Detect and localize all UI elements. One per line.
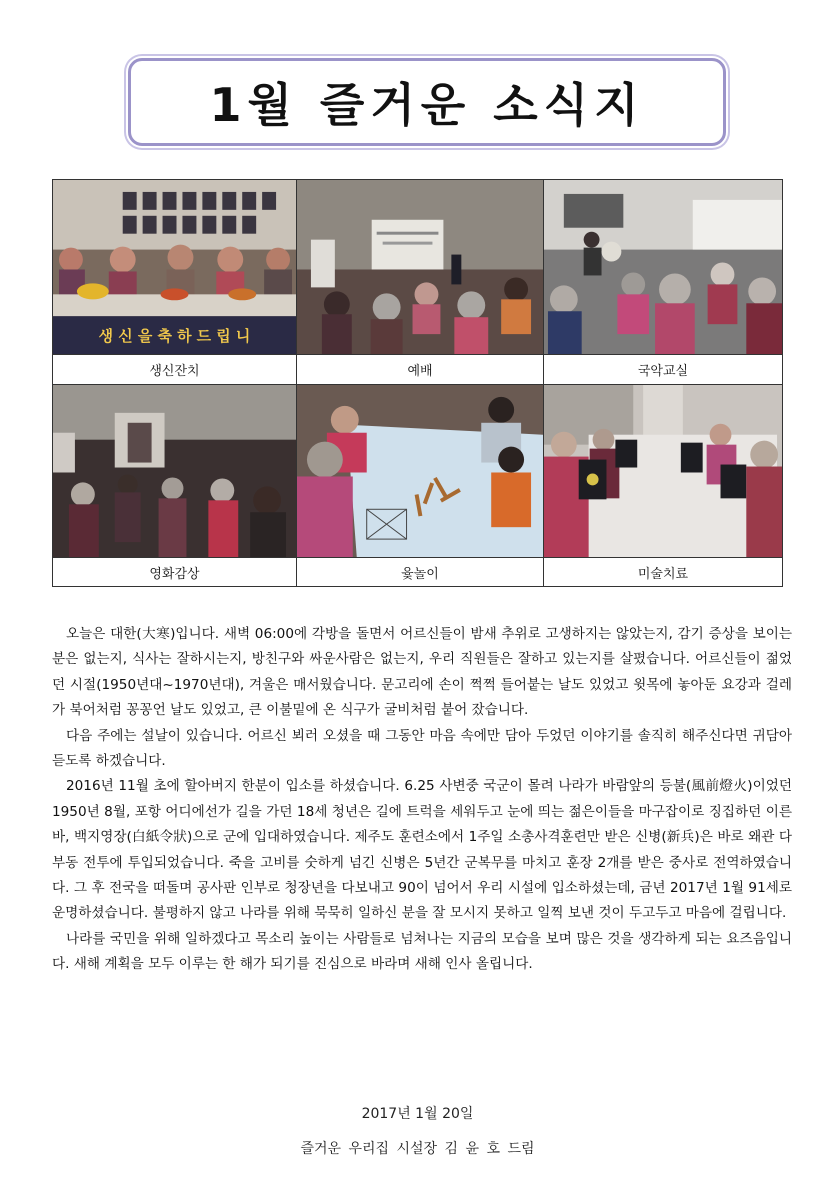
letter-body [52, 622, 792, 978]
caption-yut-game: 윷놀이 [297, 558, 544, 586]
photo-art-therapy [544, 385, 782, 558]
paragraph-4: 나라를 국민을 위해 일하겠다고 목소리 높이는 사람들로 넘쳐나는 지금의 모습을 보며 많은 것을 생각하게 되는 요즈음입니다. 새해 계획을 모두 이루는 한 해가 되기를 진심으로 바라며 새해 인사 올립니다. [52, 930, 792, 973]
letter-signature: 즐거운 우리집 시설장 김 윤 호 드림 [300, 1141, 535, 1157]
photo-korean-music-class [544, 180, 782, 355]
caption-korean-music-class: 국악교실 [544, 355, 782, 385]
paragraph-1: 오늘은 대한(大寒)입니다. 새벽 06:00에 각방을 돌면서 어르신들이 밤새 추위로 고생하지는 않았는지, 감기 증상을 보이는 분은 없는지, 식사는 잘하시는지, 방친구와 싸운사람은 없는지, 우리 직원들은 잘하고 있는지를 살폈습니다. 어르신들이 젊었던 시절(1950년대~1970년대), 겨울은 매서웠습니다. 문고리에 손이 쩍쩍 들어붙는 날도 있었고 윗목에 놓아둔 요강과 걸레가 북어처럼 꽁꽁언 날도 있었고, 큰 이불밑에 온 식구가 굴비처럼 붙어 잤습니다. [52, 626, 792, 719]
caption-worship: 예배 [297, 355, 544, 385]
letter-date: 2017년 1월 20일 [361, 1106, 474, 1122]
paragraph-2: 다음 주에는 설날이 있습니다. 어르신 뵈러 오셨을 때 그동안 마음 속에만 담아 두었던 이야기를 솔직히 해주신다면 귀담아 듣도록 하겠습니다. [52, 727, 792, 770]
caption-birthday-party: 생신잔치 [53, 355, 297, 385]
photo-movie-viewing [53, 385, 297, 558]
photo-worship [297, 180, 544, 355]
photo-birthday-party [53, 180, 297, 355]
caption-movie-viewing: 영화감상 [53, 558, 297, 586]
caption-art-therapy: 미술치료 [637, 566, 689, 582]
paragraph-3: 2016년 11월 초에 할아버지 한분이 입소를 하셨습니다. 6.25 사변중 국군이 몰려 나라가 바람앞의 등불(風前燈火)이었던 1950년 8월, 포항 어디에선가 길을 가던 18세 청년은 길에 트럭을 세워두고 눈에 띄는 젊은이들을 마구잡이로 징집하던 이른바, 백지영장(白紙令狀)으로 군에 입대하였습니다. 제주도 훈련소에서 1주일 소총사격훈련만 받은 신병(新兵)은 바로 왜관 다부동 전투에 투입되었습니다. 죽을 고비를 숫하게 넘긴 신병은 5년간 군복무를 마치고 훈장 2개를 받은 중사로 전역하였습니다. 그 후 전국을 떠돌며 공사판 인부로 청장년을 다보내고 90이 넘어서 우리 시설에 입소하셨는데, 금년 2017년 1월 91세로 운명하셨습니다. 불평하지 않고 나라를 위해 묵묵히 일하신 분을 잘 모시지 못하고 일찍 보낸 것이 두고두고 마음에 걸립니다. [52, 778, 792, 922]
photo-yut-game [297, 385, 544, 558]
title-box [128, 58, 726, 146]
birthday-banner-text: 생 신 을 축 하 드 립 니 [98, 327, 251, 346]
page-title: 1월 즐거운 소식지 [209, 78, 645, 132]
photo-grid [52, 179, 783, 587]
